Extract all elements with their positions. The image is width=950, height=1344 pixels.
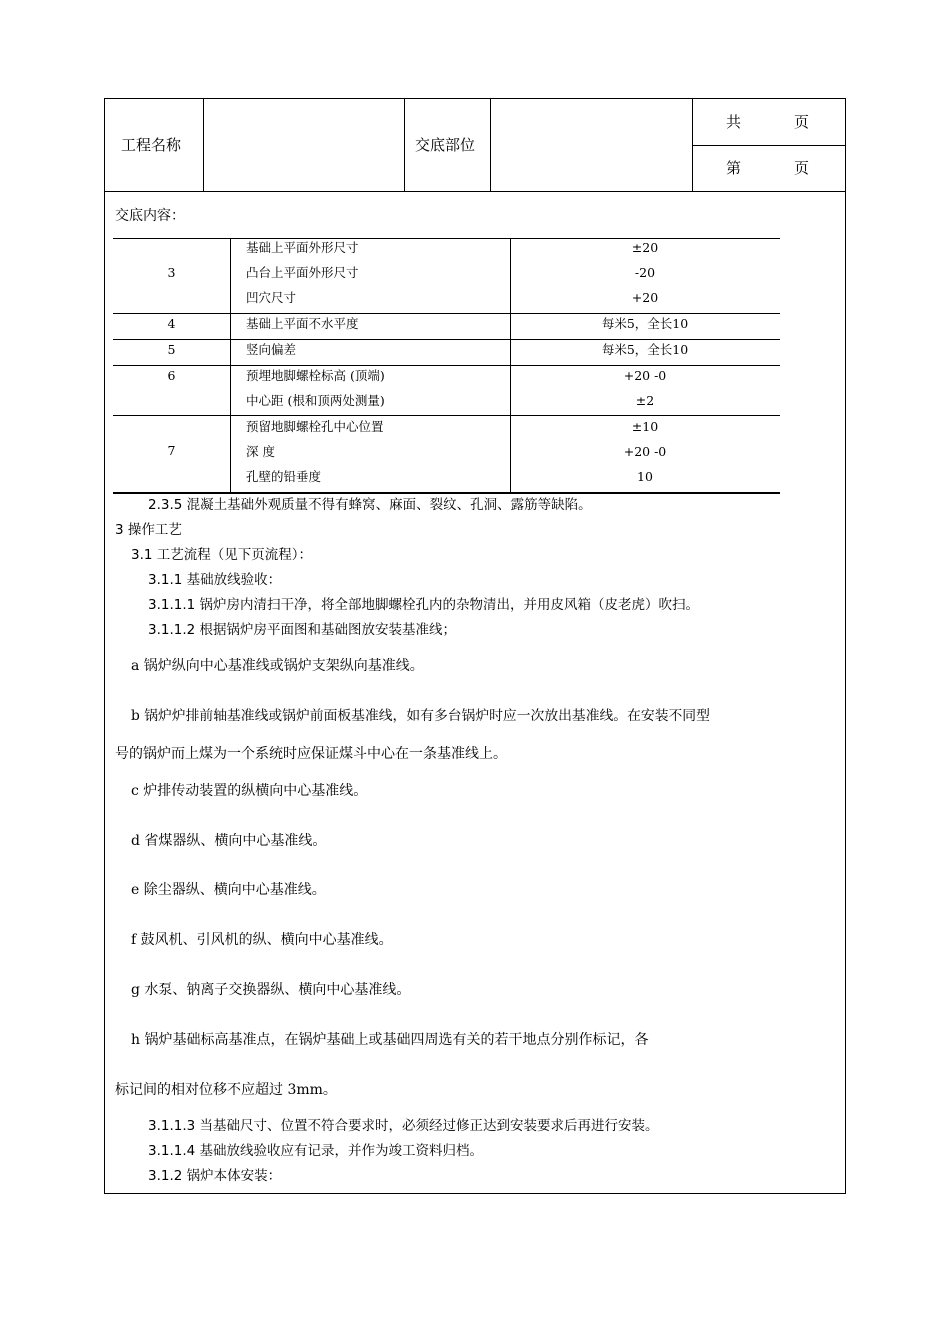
document-frame	[104, 98, 846, 1194]
table-item: 预留地脚螺栓孔中心位置	[246, 419, 384, 434]
table-item: 基础上平面不水平度	[246, 316, 359, 331]
table-item: 深 度	[246, 444, 275, 459]
header-bottom-line	[105, 191, 845, 192]
table-value: 每米5，全长10	[601, 342, 689, 357]
content-label: 交底内容：	[115, 208, 185, 224]
table-row-no: 5	[167, 342, 176, 357]
table-value: ±10	[631, 419, 659, 434]
table-row-line	[113, 365, 780, 366]
list-item-b-line1: b 锅炉炉排前轴基准线或锅炉前面板基准线，如有多台锅炉时应一次放出基准线。在安装不同型	[131, 708, 710, 724]
table-row-no: 4	[167, 316, 176, 331]
table-item: 预埋地脚螺栓标高 (顶端)	[246, 368, 385, 383]
table-item: 中心距 (根和顶两处测量)	[246, 393, 385, 408]
table-row-line	[113, 339, 780, 340]
paragraph-3-1-1-3: 3.1.1.3 当基础尺寸、位置不符合要求时，必须经过修正达到安装要求后再进行安装。	[148, 1118, 659, 1134]
table-value: 10	[637, 469, 653, 484]
paragraph-2-3-5: 2.3.5 混凝土基础外观质量不得有蜂窝、麻面、裂纹、孔洞、露筋等缺陷。	[148, 497, 592, 513]
table-value: +20 -0	[623, 368, 667, 383]
header-divider	[692, 145, 845, 146]
table-value: ±2	[635, 393, 655, 408]
table-row-line	[113, 415, 780, 416]
header-divider	[203, 99, 204, 192]
total-pages-left: 共	[726, 113, 742, 131]
table-row-no: 6	[167, 368, 176, 383]
list-item-g: g 水泵、钠离子交换器纵、横向中心基准线。	[131, 982, 411, 998]
paragraph-3-1-1-2: 3.1.1.2 根据锅炉房平面图和基础图放安装基准线；	[148, 622, 457, 638]
list-item-e: e 除尘器纵、横向中心基准线。	[131, 882, 326, 898]
paragraph-3-1-1-1: 3.1.1.1 锅炉房内清扫干净，将全部地脚螺栓孔内的杂物清出，并用皮风箱（皮老虎）吹扫。	[148, 597, 700, 613]
table-col-line	[230, 238, 231, 493]
list-item-a: a 锅炉纵向中心基准线或锅炉支架纵向基准线。	[131, 658, 424, 674]
table-value: +20	[631, 290, 659, 305]
table-item: 凸台上平面外形尺寸	[246, 265, 359, 280]
paragraph-3-1: 3.1 工艺流程（见下页流程）：	[131, 547, 313, 563]
header-divider	[490, 99, 491, 192]
table-item: 竖向偏差	[246, 342, 297, 357]
list-item-h-line1: h 锅炉基础标高基准点，在锅炉基础上或基础四周选有关的若干地点分别作标记，各	[131, 1032, 649, 1048]
paragraph-3-1-2: 3.1.2 锅炉本体安装：	[148, 1168, 282, 1184]
list-item-c: c 炉排传动装置的纵横向中心基准线。	[131, 783, 368, 799]
handover-location-label: 交底部位	[415, 136, 476, 154]
table-item: 基础上平面外形尺寸	[246, 240, 359, 255]
table-value: -20	[634, 265, 656, 280]
section-heading-3: 3 操作工艺	[115, 522, 182, 538]
table-item: 凹穴尺寸	[246, 290, 297, 305]
table-value: 每米5，全长10	[601, 316, 689, 331]
paragraph-3-1-1-4: 3.1.1.4 基础放线验收应有记录，并作为竣工资料归档。	[148, 1143, 484, 1159]
list-item-d: d 省煤器纵、横向中心基准线。	[131, 833, 327, 849]
page-number-right: 页	[794, 159, 810, 177]
table-bottom-line	[113, 492, 780, 494]
table-value: +20 -0	[623, 444, 667, 459]
project-name-label: 工程名称	[121, 136, 182, 154]
list-item-b-line2: 号的锅炉而上煤为一个系统时应保证煤斗中心在一条基准线上。	[115, 746, 507, 762]
table-row-no: 3	[167, 265, 176, 280]
page-number-left: 第	[726, 159, 742, 177]
paragraph-3-1-1: 3.1.1 基础放线验收：	[148, 572, 282, 588]
total-pages-right: 页	[794, 113, 810, 131]
list-item-h-line2: 标记间的相对位移不应超过 3mm。	[115, 1082, 337, 1098]
list-item-f: f 鼓风机、引风机的纵、横向中心基准线。	[131, 932, 393, 948]
header-divider	[404, 99, 405, 192]
table-row-line	[113, 313, 780, 314]
table-value: ±20	[631, 240, 659, 255]
table-row-no: 7	[167, 443, 176, 458]
table-item: 孔壁的铅垂度	[246, 469, 322, 484]
